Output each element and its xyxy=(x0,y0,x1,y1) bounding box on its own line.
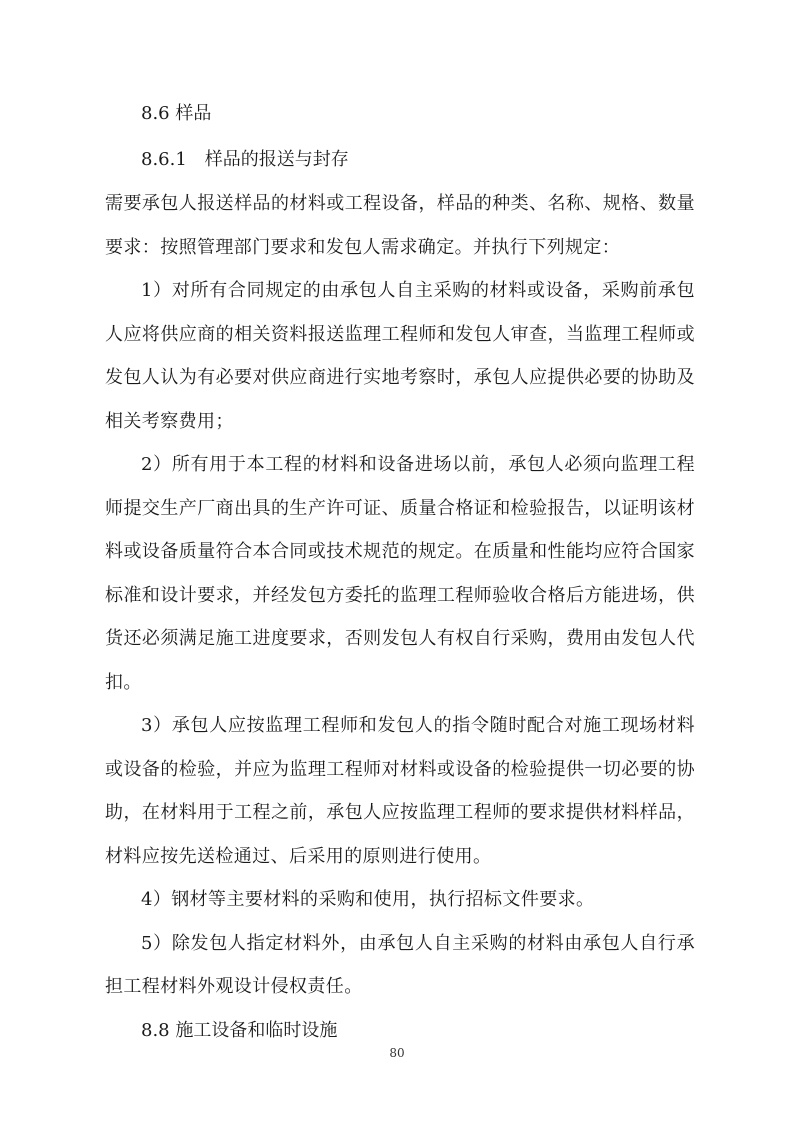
item-1-paragraph: 1）对所有合同规定的由承包人自主采购的材料或设备，采购前承包人应将供应商的相关资料报送监理工程师和发包人审查，当监理工程师或发包人认为有必要对供应商进行实地考察时，承包人应提供必要的协助及相关考察费用； xyxy=(105,280,695,432)
item-5-paragraph: 5）除发包人指定材料外，由承包人自主采购的材料由承包人自行承担工程材料外观设计侵权责任。 xyxy=(105,932,695,997)
item-4-paragraph: 4）钢材等主要材料的采购和使用，执行招标文件要求。 xyxy=(141,889,595,910)
item-2-paragraph: 2）所有用于本工程的材料和设备进场以前，承包人必须向监理工程师提交生产厂商出具的生产许可证、质量合格证和检验报告，以证明该材料或设备质量符合本合同或技术规范的规定。在质量和性能均应符合国家标准和设计要求，并经发包方委托的监理工程师验收合格后方能进场，供货还必须满足施工进度要求，否则发包人有权自行采购，费用由发包人代扣。 xyxy=(105,454,695,693)
item-3-paragraph: 3）承包人应按监理工程师和发包人的指令随时配合对施工现场材料或设备的检验，并应为监理工程师对材料或设备的检验提供一切必要的协助，在材料用于工程之前，承包人应按监理工程师的要求提供材料样品，材料应按先送检通过、后采用的原则进行使用。 xyxy=(105,715,695,867)
section-heading: 8.6 样品 xyxy=(141,103,212,124)
subsection-heading: 8.6.1 样品的报送与封存 xyxy=(141,149,349,170)
page-number: 80 xyxy=(389,1046,405,1060)
page-content xyxy=(105,96,695,1053)
intro-paragraph: 需要承包人报送样品的材料或工程设备，样品的种类、名称、规格、数量要求：按照管理部门要求和发包人需求确定。并执行下列规定： xyxy=(105,193,695,258)
next-section-heading: 8.8 施工设备和临时设施 xyxy=(141,1019,338,1041)
